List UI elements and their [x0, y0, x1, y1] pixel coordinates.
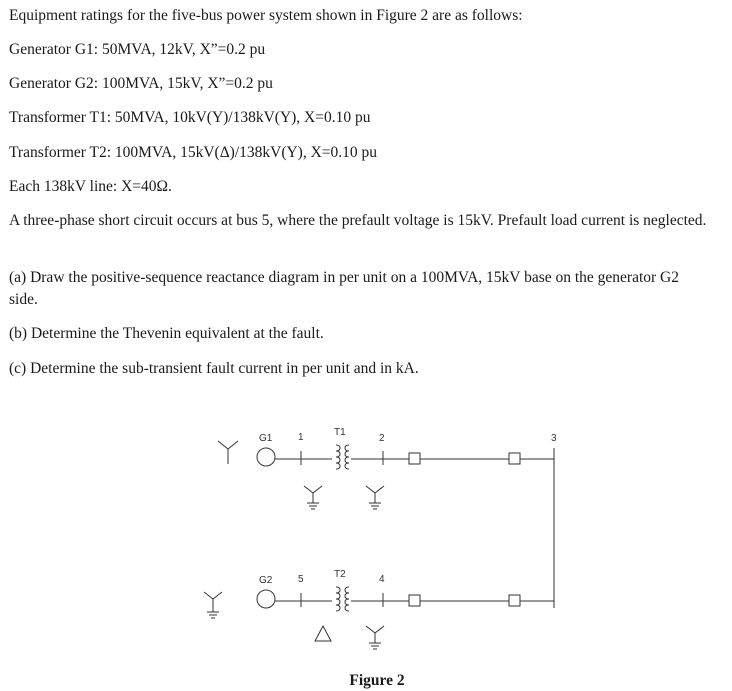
breaker-3b-icon: [509, 595, 520, 606]
label-t2: T2: [334, 569, 346, 580]
problem-statement: A three-phase short circuit occurs at bus 5, where the prefault voltage is 15kV. Prefault load current is neglected.: [9, 212, 707, 229]
delta-t2-primary-icon: [315, 626, 331, 641]
breaker-4-icon: [409, 595, 420, 606]
generator-g2-icon: [257, 590, 275, 608]
rating-g1: Generator G1: 50MVA, 12kV, X”=0.2 pu: [9, 41, 266, 58]
wye-grounded-g2-icon: [204, 592, 222, 618]
label-bus1: 1: [298, 432, 304, 443]
wye-grounded-t1-secondary-icon: [366, 486, 384, 509]
label-t1: T1: [334, 427, 346, 438]
label-g2: G2: [259, 575, 273, 586]
label-bus5: 5: [298, 574, 304, 585]
label-g1: G1: [259, 433, 273, 444]
label-bus3: 3: [551, 433, 557, 444]
rating-t1: Transformer T1: 50MVA, 10kV(Y)/138kV(Y), X=0.10 pu: [9, 109, 371, 126]
intro-text: Equipment ratings for the five-bus power system shown in Figure 2 are as follows:: [9, 7, 523, 24]
breaker-3-icon: [509, 453, 520, 464]
rating-g2: Generator G2: 100MVA, 15kV, X”=0.2 pu: [9, 75, 273, 92]
label-bus2: 2: [379, 433, 385, 444]
rating-lines: Each 138kV line: X=40Ω.: [9, 178, 172, 195]
wye-grounded-t2-secondary-icon: [366, 626, 384, 649]
generator-g1-icon: [257, 448, 275, 466]
figure-caption: Figure 2: [349, 672, 405, 689]
question-a: (a) Draw the positive-sequence reactance diagram in per unit on a 100MVA, 15kV base on the generator G2 side.: [9, 269, 680, 308]
wye-ungrounded-g1-icon: [218, 441, 238, 464]
transformer-t1-icon: [336, 445, 349, 469]
question-b: (b) Determine the Thevenin equivalent at the fault.: [9, 325, 324, 342]
rating-t2: Transformer T2: 100MVA, 15kV(Δ)/138kV(Y), X=0.10 pu: [9, 144, 378, 161]
label-bus4: 4: [379, 574, 385, 585]
transformer-t2-icon: [336, 587, 349, 611]
breaker-2-icon: [409, 453, 420, 464]
question-c: (c) Determine the sub-transient fault current in per unit and in kA.: [9, 360, 419, 377]
wye-grounded-t1-primary-icon: [304, 486, 322, 509]
